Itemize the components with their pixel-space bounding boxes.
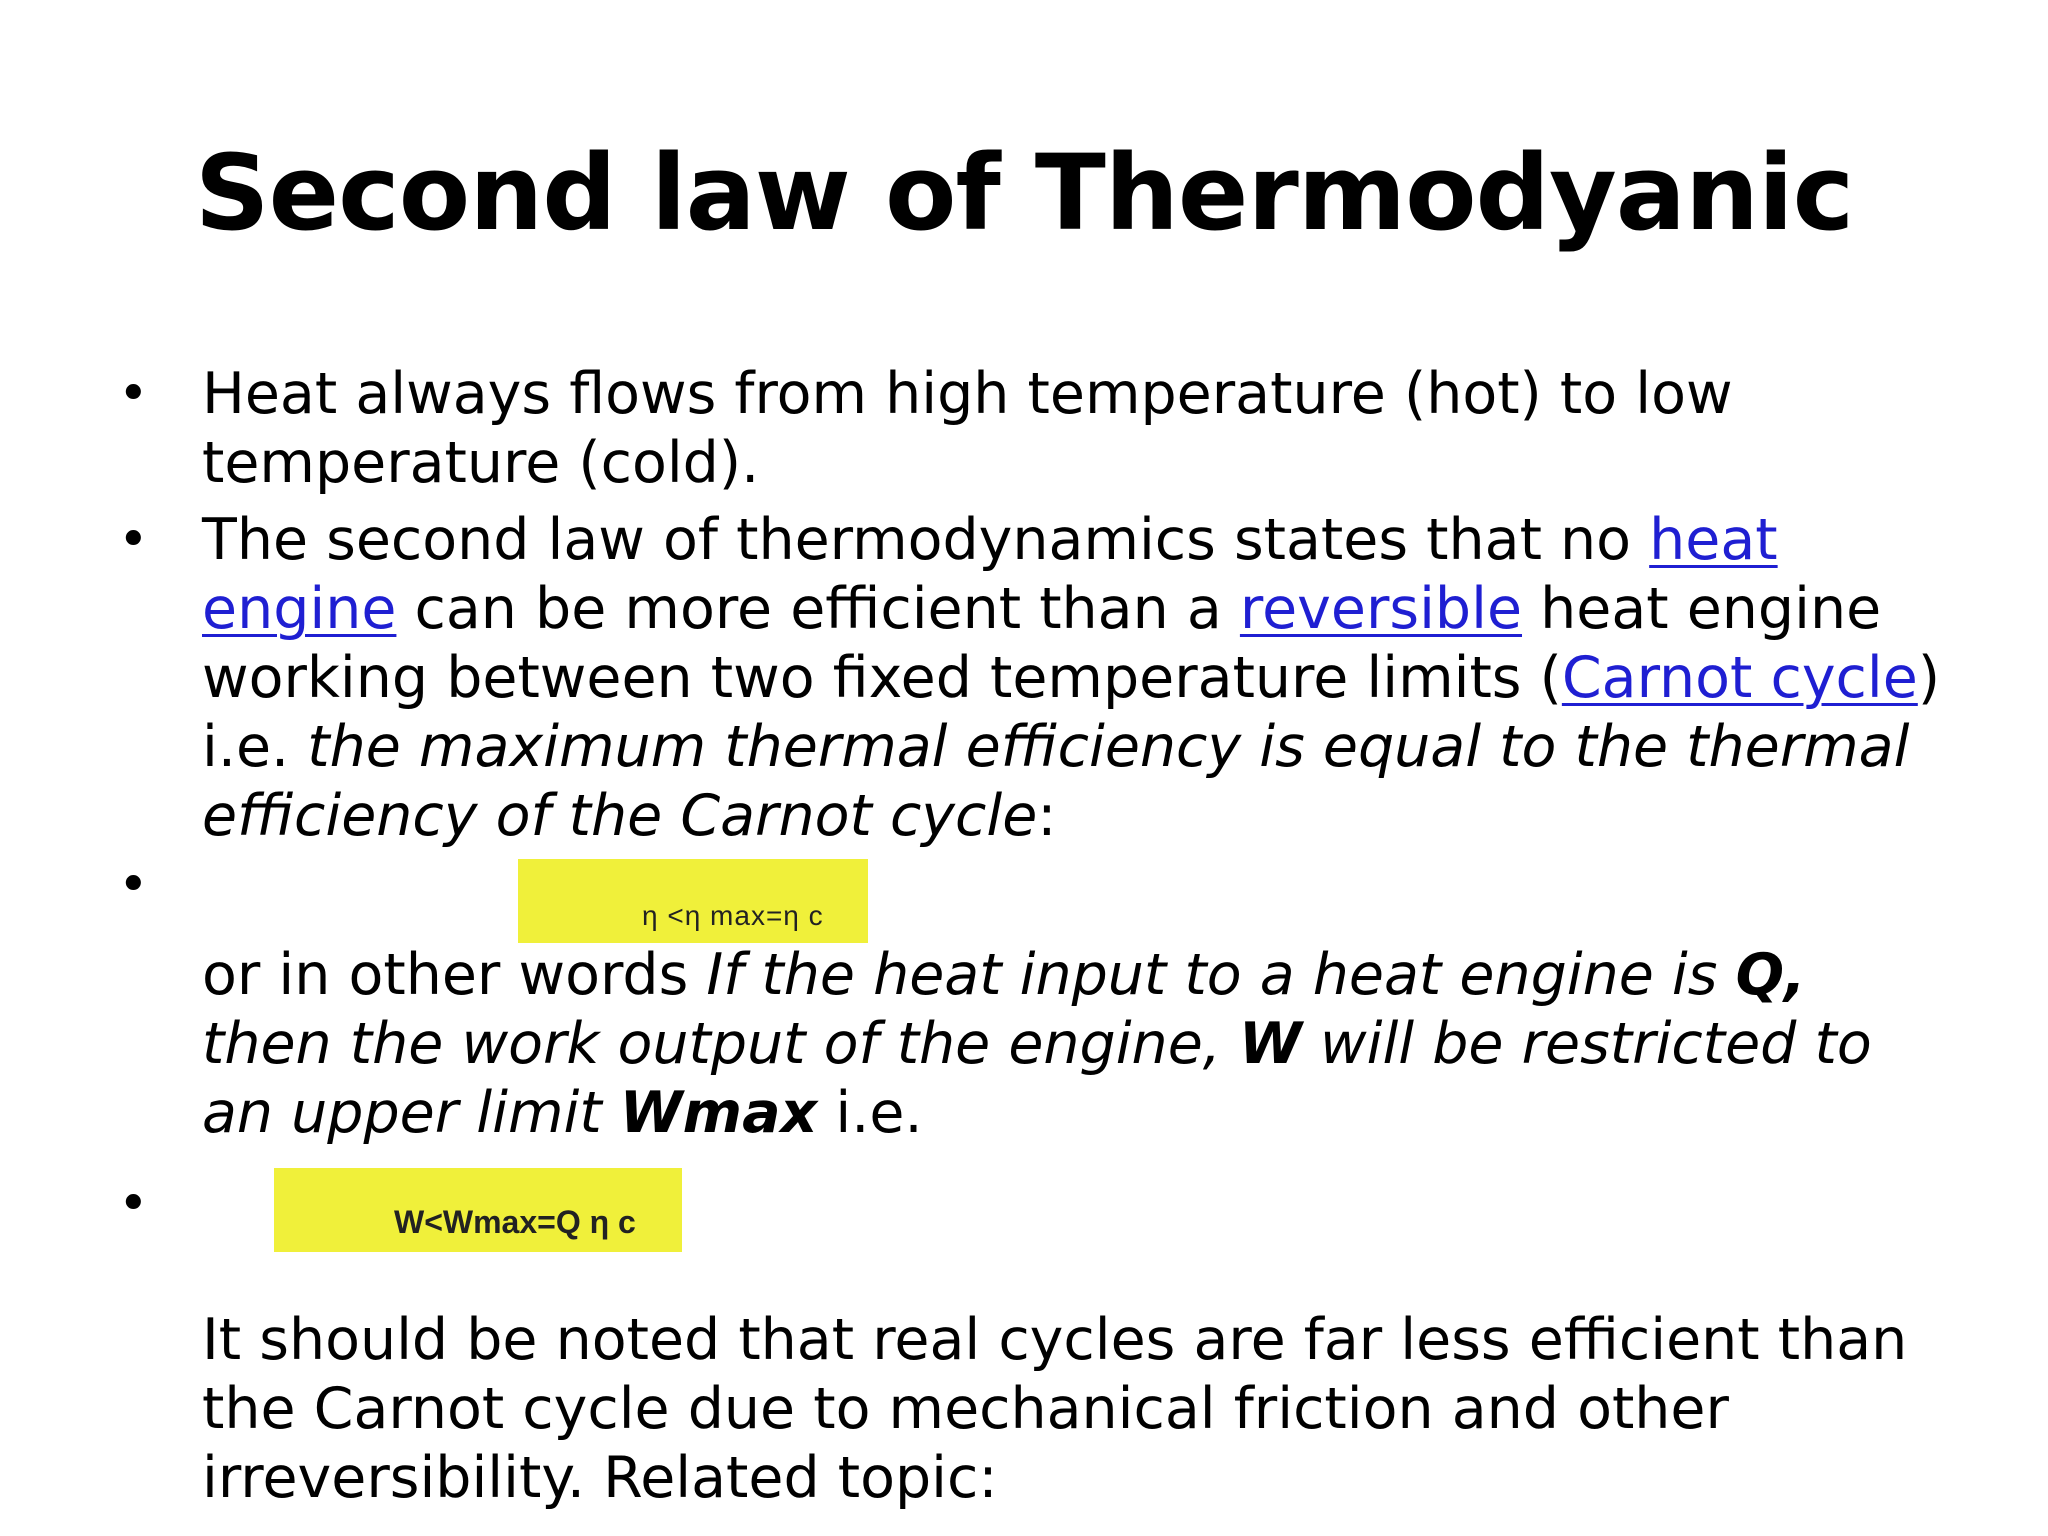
second-law-text-4: ) i.e. xyxy=(202,645,1941,780)
second-law-text-3: heat engine working between two fixed temperature limits ( xyxy=(202,576,1882,711)
second-law-text-1: The second law of thermodynamics states that no xyxy=(202,507,1650,573)
second-law-italic-text: the maximum thermal efficiency is equal to the thermal efficiency of the Carnot cycle xyxy=(202,714,1910,849)
work-output-italic-1: If the heat input to a heat engine is xyxy=(706,942,1736,1008)
work-output-text-2: i.e. xyxy=(817,1080,923,1146)
heat-flow-text: Heat always flows from high temperature (hot) to low temperature (cold). xyxy=(202,361,1733,496)
heat-engine-link[interactable]: heat engine xyxy=(202,507,1778,642)
bullet-marker: • xyxy=(118,510,149,570)
work-equation-text: W<Wmax=Q η c xyxy=(394,1204,636,1240)
second-law-text-5: : xyxy=(1037,783,1057,849)
efficiency-equation-image xyxy=(518,859,868,943)
slide-title: Second law of Thermodyanic xyxy=(194,132,1854,254)
reversible-link[interactable]: reversible xyxy=(1239,576,1523,642)
bullet-item-heat-flow xyxy=(118,360,1948,498)
paragraph-work-output xyxy=(118,941,1948,1148)
second-law-text-2: can be more efficient than a xyxy=(396,576,1240,642)
work-equation-image xyxy=(274,1168,682,1252)
bullet-marker: • xyxy=(118,364,149,424)
work-output-italic-3: will be restricted to an upper limit xyxy=(202,1011,1872,1146)
bullet-marker: • xyxy=(118,1174,149,1234)
work-output-italic-2: then the work output of the engine, xyxy=(202,1011,1239,1077)
carnot-cycle-link[interactable]: Carnot cycle xyxy=(1561,645,1918,711)
bullet-item-second-law xyxy=(118,506,1948,851)
real-cycles-text: It should be noted that real cycles are far less efficient than the Carnot cycle due to mechanical friction and other irreversibility. Related topic: xyxy=(202,1307,1908,1511)
work-output-text-1: or in other words xyxy=(202,942,707,1008)
bullet-marker: • xyxy=(118,855,149,915)
bullet-item-efficiency-equation xyxy=(118,851,1948,941)
work-output-bold-q: Q, xyxy=(1735,942,1806,1008)
bullet-item-work-equation xyxy=(118,1148,1948,1270)
bullet-list xyxy=(118,360,1948,1513)
work-output-bold-w: W xyxy=(1239,1011,1302,1077)
paragraph-real-cycles xyxy=(118,1306,1948,1513)
efficiency-equation-text: η <η max=η c xyxy=(642,900,824,931)
work-output-bold-wmax: Wmax xyxy=(619,1080,818,1146)
